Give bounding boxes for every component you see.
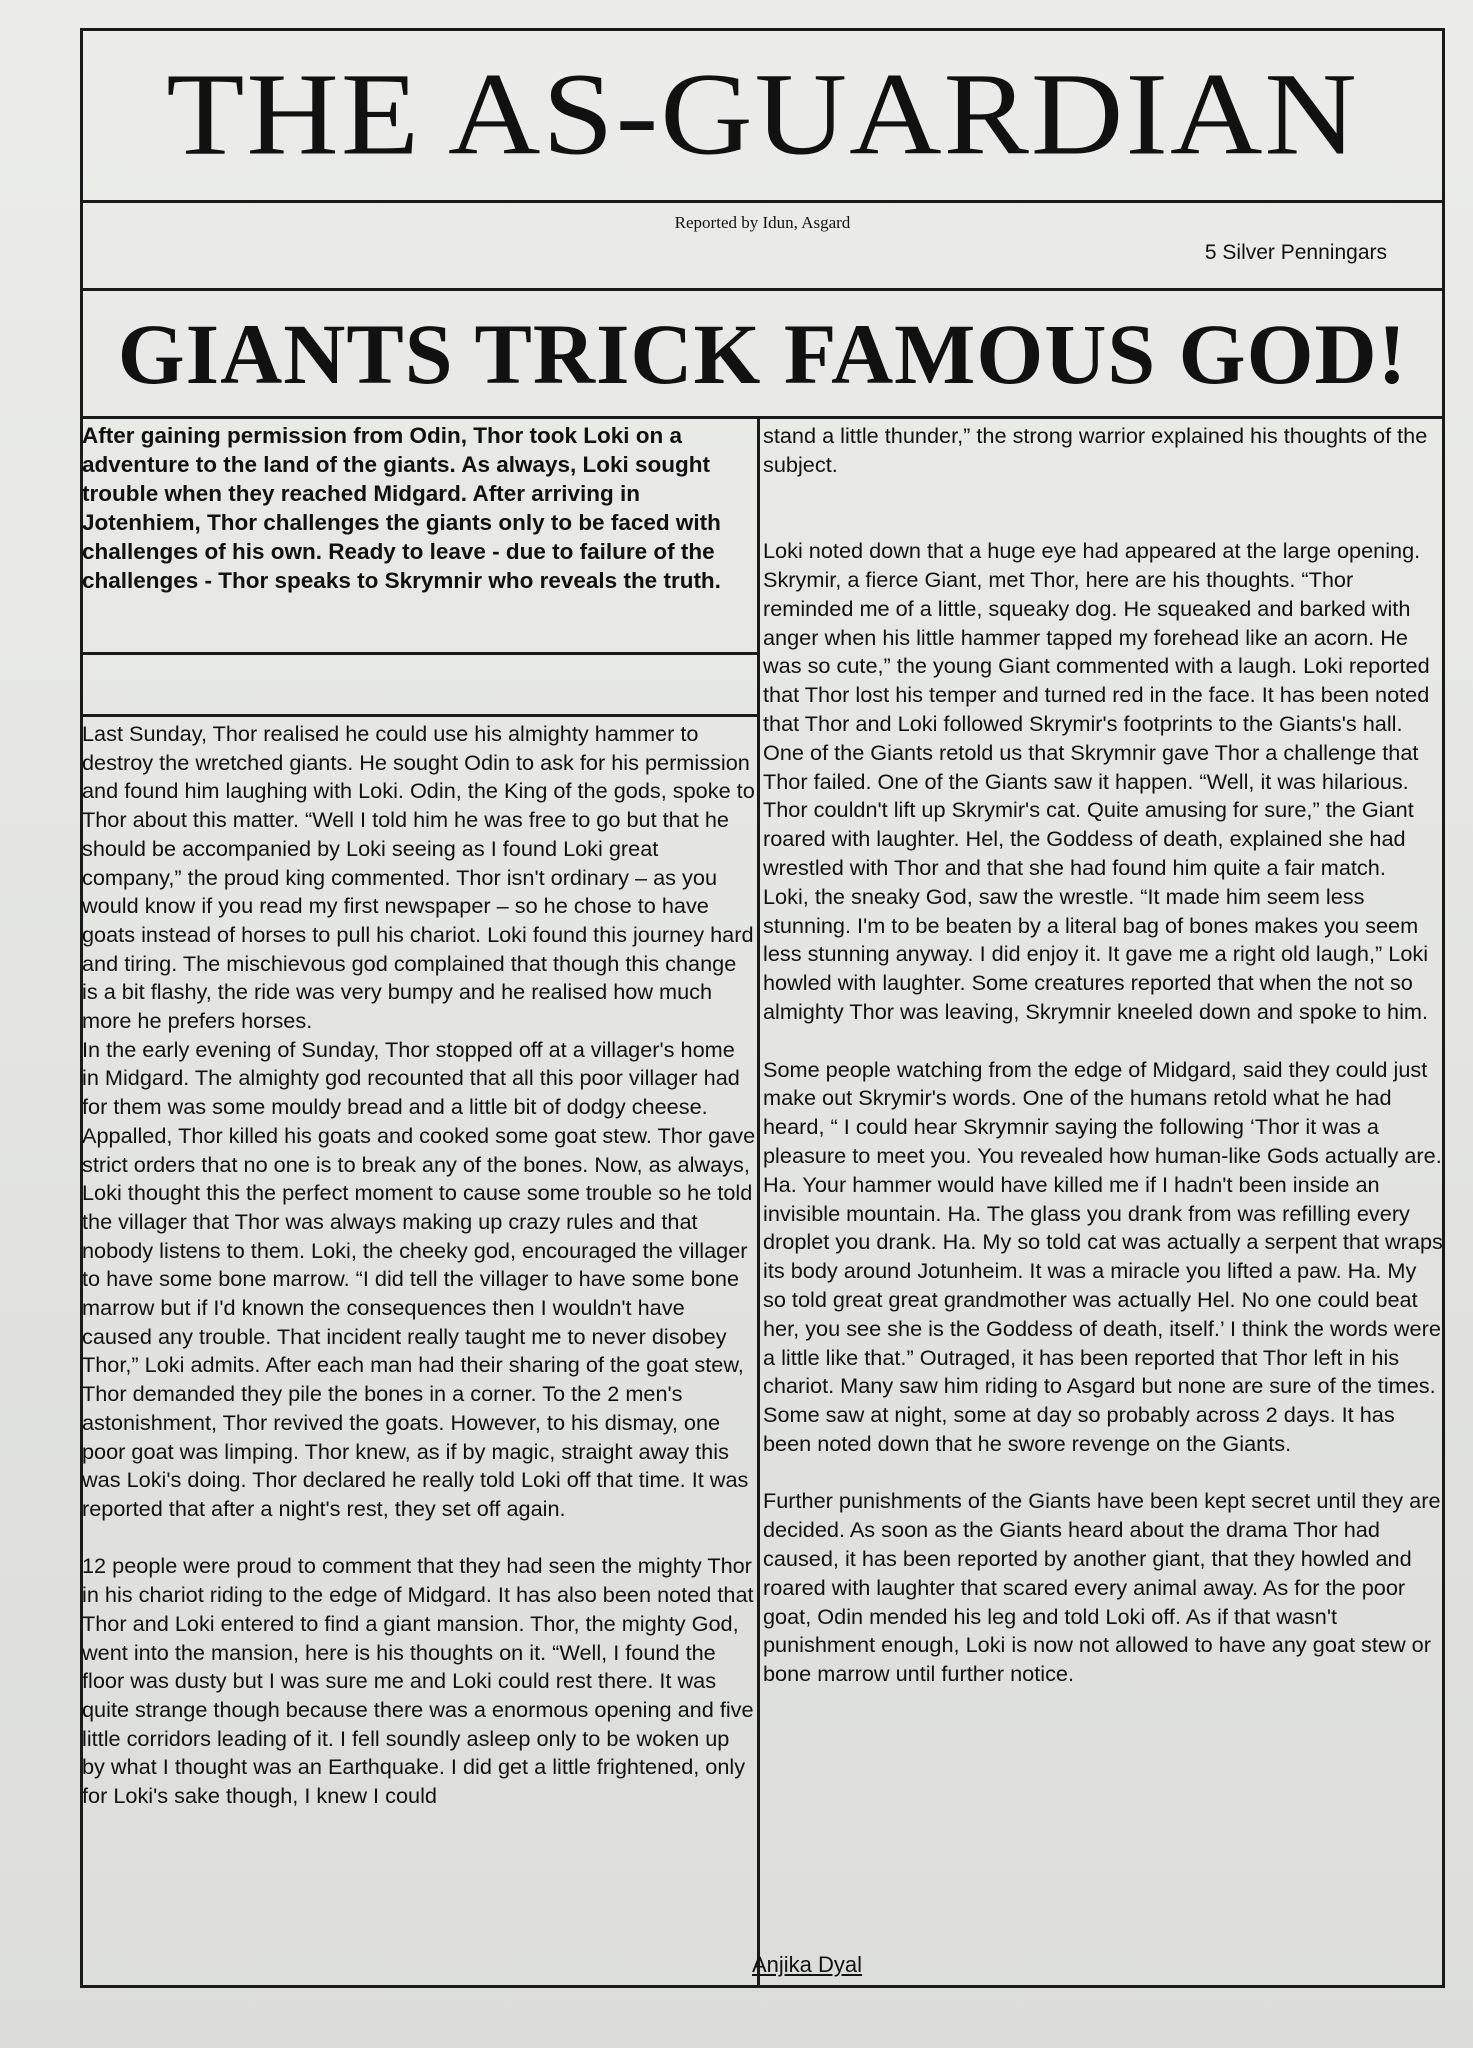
masthead <box>80 28 1445 203</box>
paragraph-gap <box>763 480 1445 509</box>
right-paragraph-5: Further punishments of the Giants have been kept secret until they are decided. As soon as the Giants heard about the drama Thor had caused, it has been reported by another giant, that they howled and roared with laughter that scared every animal away. As for the poor goat, Odin mended his leg and told Loki off. As if that wasn't punishment enough, Loki is now not allowed to have any goat stew or bone marrow until further notice. <box>763 1488 1441 1687</box>
left-paragraph-1: Last Sunday, Thor realised he could use his almighty hammer to destroy the wretched giants. He sought Odin to ask for his permission and found him laughing with Loki. Odin, the King of the gods, spoke to Thor about this matter. “Well I told him he was free to go but that he should be accompanied by Loki seeing as I found Loki great company,” the proud king commented. Thor isn't ordinary – as you would know if you read my first newspaper – so he chose to have goats instead of horses to pull his chariot. Loki found this journey hard and tiring. The mischievous god complained that though this change is a bit flashy, the ride was very bumpy and he realised how much more he prefers horses. <box>82 721 755 1034</box>
lead-summary <box>80 419 757 655</box>
left-paragraph-3: 12 people were proud to comment that they had seen the mighty Thor in his chariot riding to the edge of Midgard. It has also been noted that Thor and Loki entered to find a giant mansion. Thor, the mighty God, went into the mansion, here is his thoughts on it. “Well, I found the floor was dusty but I was sure me and Loki could rest there. It was quite strange though because there was a enormous opening and five little corridors leading of it. I fell soundly asleep only to be woken up by what I thought was an Earthquake. I did get a little frightened, only for Loki's sake though, I knew I could <box>82 1553 754 1809</box>
right-paragraph-4: Some people watching from the edge of Midgard, said they could just make out Skrymir's words. One of the humans retold what he had heard, “ I could hear Skrymnir saying the following ‘Thor it was a pleasure to meet you. You revealed how human-like Gods actually are. Ha. Your hammer would have killed me if I hadn't been inside an invisible mountain. Ha. The glass you drank from was refilling every droplet you drank. Ha. My so told cat was actually a serpent that wraps its body around Jotunheim. It was a miracle you lifted a paw. Ha. My so told great great grandmother was actually Hel. No one could beat her, you see she is the Goddess of death, itself.’ I think the words were a little like that.” Outraged, it has been reported that Thor left in his chariot. Many saw him riding to Asgard but none are sure of the times. Some saw at night, some at day so probably across 2 days. It has been noted down that he swore revenge on the Giants. <box>763 1056 1443 1456</box>
price-label: 5 Silver Penningars <box>1204 241 1387 264</box>
left-column <box>80 718 757 1988</box>
paragraph-gap <box>763 508 1445 537</box>
paragraph-gap <box>82 1524 757 1553</box>
reporter-byline: Reported by Idun, Asgard <box>674 213 851 232</box>
right-column <box>760 419 1445 1988</box>
headline: GIANTS TRICK FAMOUS GOD! <box>117 305 1408 402</box>
author-signature: Anjika Dyal <box>752 1952 863 1977</box>
right-paragraph-3: Loki, the sneaky God, saw the wrestle. “It made him seem less stunning. I'm to be beaten by a literal bag of bones makes you seem less stunning anyway. I did enjoy it. It gave me a right old laugh,” Loki howled with laughter. Some creatures reported that when the not so almighty Thor was leaving, Skrymnir kneeled down and spoke to him. <box>763 883 1429 1024</box>
paragraph-gap <box>763 1027 1445 1056</box>
empty-band <box>80 655 757 717</box>
paragraph-gap <box>763 1459 1445 1488</box>
headline-band <box>80 291 1445 419</box>
newspaper-title: THE AS-GUARDIAN <box>166 48 1359 180</box>
right-paragraph-1: stand a little thunder,” the strong warrior explained his thoughts of the subject. <box>763 423 1428 477</box>
lead-paragraph: After gaining permission from Odin, Thor took Loki on a adventure to the land of the giants. As always, Loki sought trouble when they reached Midgard. After arriving in Jotenhiem, Thor challenges the giants only to be faced with challenges of his own. Ready to leave - due to failure of the challenges - Thor speaks to Skrymnir who reveals the truth. <box>82 423 721 593</box>
right-paragraph-2: Loki noted down that a huge eye had appeared at the large opening. Skrymir, a fierce Giant, met Thor, here are his thoughts. “Thor reminded me of a little, squeaky dog. He squeaked and barked with anger when his little hammer tapped my forehead like an acorn. He was so cute,” the young Giant commented with a laugh. Loki reported that Thor lost his temper and turned red in the face. It has been noted that Thor and Loki followed Skrymir's footprints to the Giants's hall. One of the Giants retold us that Skrymnir gave Thor a challenge that Thor failed. One of the Giants saw it happen. “Well, it was hilarious. Thor couldn't lift up Skrymir's cat. Quite amusing for sure,” the Giant roared with laughter. Hel, the Goddess of death, explained she had wrestled with Thor and that she had found him quite a fair match. <box>763 538 1430 880</box>
left-paragraph-2: In the early evening of Sunday, Thor stopped off at a villager's home in Midgard. The almighty god recounted that all this poor villager had for them was some mouldy bread and a little bit of dodgy cheese. Appalled, Thor killed his goats and cooked some goat stew. Thor gave strict orders that no one is to break any of the bones. Now, as always, Loki thought this the perfect moment to cause some trouble so he told the villager that Thor was always making up crazy rules and that nobody listens to them. Loki, the cheeky god, encouraged the villager to have some bone marrow. “I did tell the villager to have some bone marrow but if I'd known the consequences then I wouldn't have caused any trouble. That incident really taught me to never disobey Thor,” Loki admits. After each man had their sharing of the goat stew, Thor demanded they pile the bones in a corner. To the 2 men's astonishment, Thor revived the goats. However, to his dismay, one poor goat was limping. Thor knew, as if by magic, straight away this was Loki's doing. Thor declared he really told Loki off that time. It was reported that after a night's rest, they set off again. <box>82 1036 756 1521</box>
byline-band <box>80 203 1445 291</box>
